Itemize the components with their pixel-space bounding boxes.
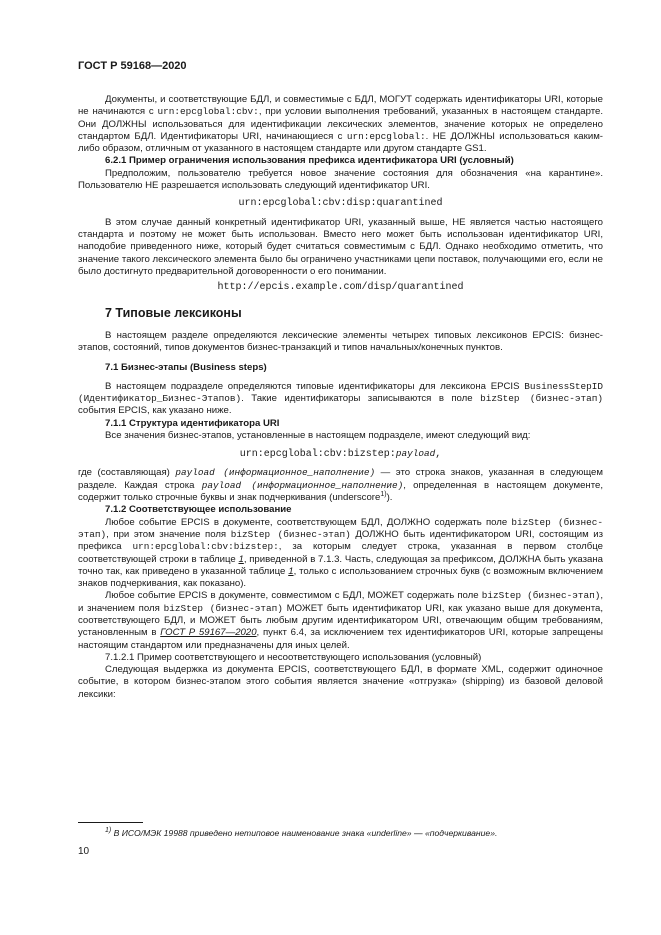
code-bizstep-field: bizStep (бизнес-этап) bbox=[78, 516, 603, 540]
footnote-reference[interactable]: 1) bbox=[380, 490, 387, 498]
paragraph-uri-explanation: В этом случае данный конкретный идентификатор URI, указанный выше, НЕ является частью настоящего стандарта и поэтому не может быть использован. Вместо него может быть использован идентификатор URI, наподобие приведенного ниже, который будет считаться совместимым с БДЛ. Однако необходимо отметить, что значение такого лексического элемента было бы ограничено участниками цепи поставок, получающими его, если не было достигнуто предварительной договоренности о его понимании. bbox=[78, 216, 603, 277]
paragraph-quarantine-example: Предположим, пользователю требуется новое значение состояния для обозначения «на карантине». Пользователю НЕ разрешается использовать следующий идентификатор URI. bbox=[78, 167, 603, 192]
paragraph-compatible-use: Любое событие EPCIS в документе, совместимом с БДЛ, МОЖЕТ содержать поле bizStep (бизнес-этап), и значением поля bizStep (бизнес-этап) МОЖЕТ быть идентификатор URI, как указано выше для документа, соответствующего БДЛ, и МОЖЕТ быть любым другим идентификатором URI, отвечающим общим требованиям, установленным в ГОСТ Р 59167—2020, пункт 6.4, за исключением тех идентификаторов URI, которые запрещены настоящим стандартом или предназначены для иных целей. bbox=[78, 590, 603, 651]
code-bizstep-field: bizStep (бизнес-этап) bbox=[480, 392, 603, 404]
section-heading-7-1-1: 7.1.1 Структура идентификатора URI bbox=[105, 417, 280, 429]
table-reference-link[interactable]: 1 bbox=[238, 553, 244, 565]
code-urn-epcglobal: urn:epcglobal: bbox=[346, 130, 426, 142]
section-heading-7: 7 Типовые лексиконы bbox=[105, 306, 242, 321]
footnote-text: В ИСО/МЭК 19988 приведено нетиповое наименование знака «underline» — «подчеркивание». bbox=[113, 828, 498, 838]
paragraph-xml-excerpt: Следующая выдержка из документа EPCIS, соответствующего БДЛ, в формате XML, содержит одиночное событие, в котором бизнес-этапом этого события является значение «отгрузка» (shipping) из базовой деловой лексики: bbox=[78, 664, 603, 700]
page-number: 10 bbox=[78, 846, 90, 857]
section-heading-7-1: 7.1 Бизнес-этапы (Business steps) bbox=[105, 362, 267, 374]
page-body bbox=[78, 94, 603, 701]
code-bizstep-prefix: urn:epcglobal:cbv:bizstep: bbox=[132, 541, 279, 553]
payload-placeholder: payload bbox=[395, 448, 436, 460]
code-business-step-id: BusinessStepID (Идентификатор_Бизнес-Этапов) bbox=[78, 380, 603, 404]
paragraph-business-steps: В настоящем подразделе определяются типовые идентификаторы для лексикона EPCIS BusinessStepID (Идентификатор_Бизнес-Этапов). Такие идентификаторы записываются в поле bizStep (бизнес-этап) события EPCIS, как указано ниже. bbox=[78, 380, 603, 417]
standard-header: ГОСТ Р 59168—2020 bbox=[78, 60, 187, 72]
paragraph-vocabularies: В настоящем разделе определяются лексические элементы четырех типовых лексиконов EPCIS: бизнес-этапов, состояний, типов документов бизнес-транзакций и типов начальных/конечных пунктов. bbox=[78, 329, 603, 354]
uri-example-allowed: http://epcis.example.com/disp/quarantined bbox=[217, 282, 464, 294]
table-reference-link[interactable]: 1 bbox=[288, 565, 294, 577]
section-heading-7-1-2: 7.1.2 Соответствующее использование bbox=[105, 504, 292, 516]
code-bizstep-field: bizStep (бизнес-этап) bbox=[230, 528, 351, 540]
code-urn-cbv: urn:epcglobal:cbv: bbox=[157, 106, 259, 118]
section-heading-7-1-2-1: 7.1.2.1 Пример соответствующего и несоответствующего использования (условный) bbox=[105, 651, 482, 663]
footnote-divider bbox=[78, 822, 143, 823]
section-heading-6-2-1: 6.2.1 Пример ограничения использования префикса идентификатора URI (условный) bbox=[105, 155, 514, 167]
paragraph-conformant-use: Любое событие EPCIS в документе, соответствующем БДЛ, ДОЛЖНО содержать поле bizStep (бизнес-этап), при этом значение поля bizStep (бизнес-этап) ДОЛЖНО быть идентификатором URI, состоящим из префикса urn:epcglobal:cbv:bizstep:, за которым следует строка, указанная в первом столбце соответствующей строки в таблице 1, приведенной в 7.1.3. Часть, следующая за префиксом, ДОЛЖНА быть указана точно так, как приведено в указанной таблице 1, только с использованием строчных букв (с возможным включением знаков подчеркивания, как показано). bbox=[78, 516, 603, 590]
code-bizstep-field: bizStep (бизнес-этап) bbox=[481, 590, 601, 602]
paragraph-uri-structure: Все значения бизнес-этапов, установленные в настоящем подразделе, имеют следующий вид: bbox=[105, 429, 531, 441]
footnote-mark: 1) bbox=[105, 827, 112, 835]
standard-reference-link[interactable]: ГОСТ Р 59167—2020 bbox=[160, 627, 257, 639]
paragraph-payload-definition: где (составляющая) payload (информационное_наполнение) — это строка знаков, указанная в следующем разделе. Каждая строка payload (информационное_наполнение), определенная в настоящем документе, содержит только строчные буквы и знак подчеркивания (underscore$^{1)}$). bbox=[78, 467, 603, 504]
uri-example-disallowed: urn:epcglobal:cbv:disp:quarantined bbox=[238, 198, 443, 210]
code-payload-2: payload (информационное_наполнение) bbox=[201, 479, 404, 491]
paragraph-compatibility: Документы, и соответствующие БДЛ, и совместимые с БДЛ, МОГУТ содержать идентификаторы URI, которые не начинаются с urn:epcglobal:cbv:, при условии выполнения требований, указанных в настоящем стандарте. Они ДОЛЖНЫ использоваться для идентификации лексических элементов, значение которых не определено стандартом БДЛ. Идентификаторы URI, начинающиеся с urn:epcglobal:. НЕ ДОЛЖНЫ использоваться каким-либо образом, отличным от указанного в настоящем стандарте или другом стандарте GS1. bbox=[78, 94, 603, 155]
code-bizstep-field: bizStep (бизнес-этап) bbox=[163, 602, 283, 614]
uri-bizstep-pattern: urn:epcglobal:cbv:bizstep:payload, bbox=[239, 448, 442, 461]
footnote bbox=[105, 828, 605, 838]
code-payload-1: payload (информационное_наполнение) bbox=[175, 467, 376, 479]
